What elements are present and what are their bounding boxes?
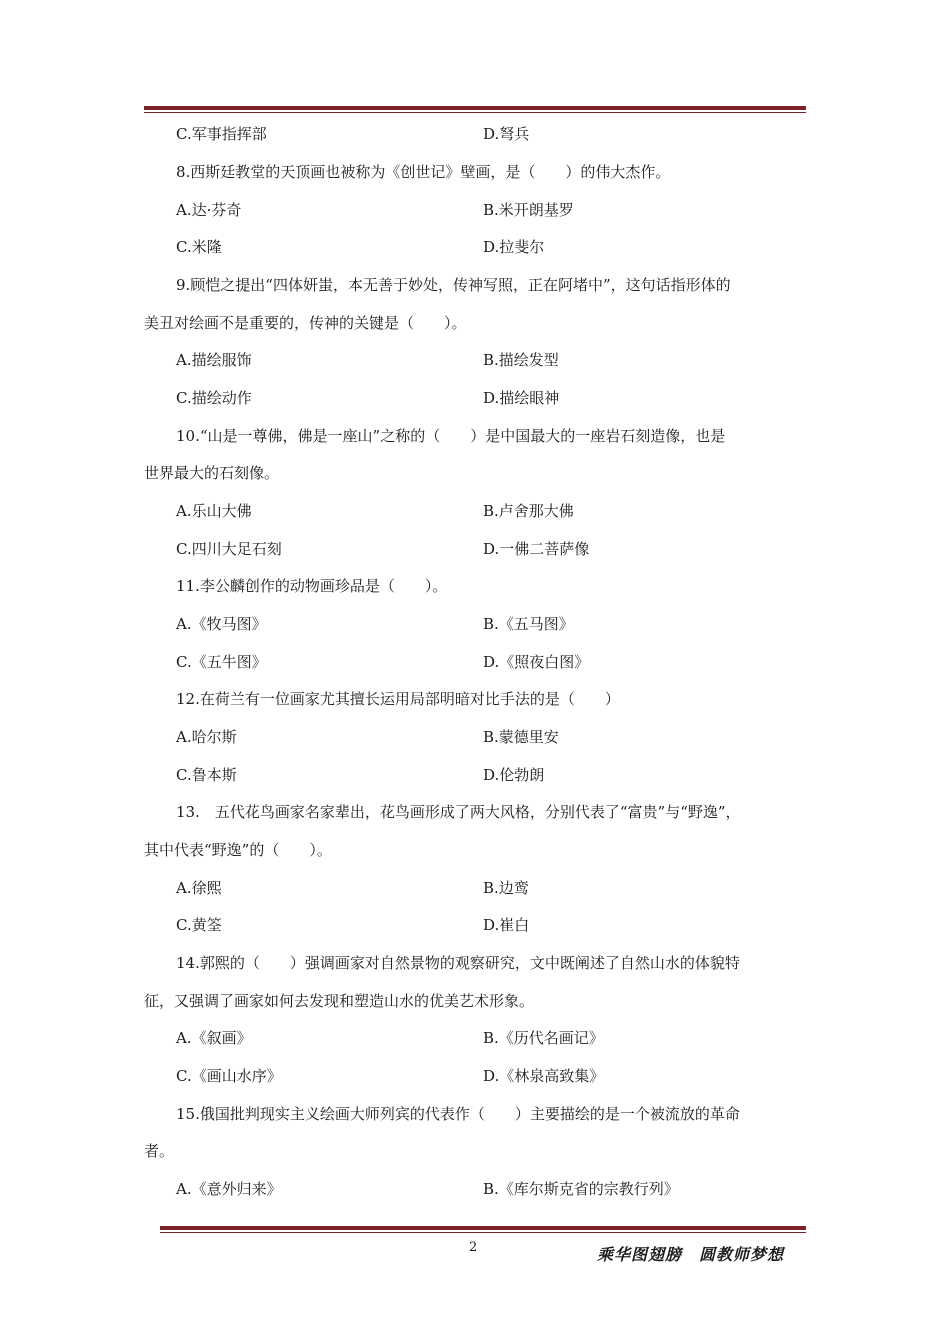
answer-option: B.《五马图》 <box>483 615 574 633</box>
answer-option: C.军事指挥部 <box>176 125 267 143</box>
question-text: 世界最大的石刻像。 <box>144 464 280 482</box>
answer-option: B.边鸾 <box>483 879 529 897</box>
answer-option: D.一佛二菩萨像 <box>483 540 590 558</box>
answer-option: C.四川大足石刻 <box>176 540 282 558</box>
answer-option: A.《叙画》 <box>176 1029 252 1047</box>
question-text: 12.在荷兰有一位画家尤其擅长运用局部明暗对比手法的是（ ） <box>176 690 620 708</box>
answer-option: B.《历代名画记》 <box>483 1029 604 1047</box>
answer-option: C.米隆 <box>176 238 222 256</box>
answer-option: B.米开朗基罗 <box>483 201 574 219</box>
footer-rule <box>160 1226 806 1233</box>
question-text: 10.“山是一尊佛，佛是一座山”之称的（ ）是中国最大的一座岩石刻造像，也是 <box>176 427 726 445</box>
question-text: 13. 五代花鸟画家名家辈出，花鸟画形成了两大风格，分别代表了“富贵”与“野逸”， <box>176 803 741 821</box>
question-text: 11.李公麟创作的动物画珍品是（ ）。 <box>176 577 448 595</box>
question-text: 美丑对绘画不是重要的，传神的关键是（ ）。 <box>144 314 467 332</box>
answer-option: B.蒙德里安 <box>483 728 559 746</box>
answer-option: C.鲁本斯 <box>176 766 237 784</box>
answer-option: A.《意外归来》 <box>176 1180 282 1198</box>
answer-option: A.乐山大佛 <box>176 502 252 520</box>
answer-option: B.描绘发型 <box>483 351 559 369</box>
question-text: 9.顾恺之提出“四体妍蚩，本无善于妙处，传神写照，正在阿堵中”，这句话指形体的 <box>176 276 731 294</box>
question-text: 15.俄国批判现实主义绘画大师列宾的代表作（ ）主要描绘的是一个被流放的革命 <box>176 1105 740 1123</box>
answer-option: C.《画山水序》 <box>176 1067 282 1085</box>
answer-option: C.描绘动作 <box>176 389 252 407</box>
answer-option: D.描绘眼神 <box>483 389 560 407</box>
answer-option: C.《五牛图》 <box>176 653 267 671</box>
footer-slogan: 乘华图翅膀 圆教师梦想 <box>597 1245 785 1264</box>
page-number: 2 <box>469 1240 478 1255</box>
answer-option: A.描绘服饰 <box>176 351 252 369</box>
question-text: 14.郭熙的（ ）强调画家对自然景物的观察研究，文中既阐述了自然山水的体貌特 <box>176 954 740 972</box>
answer-option: B.《库尔斯克省的宗教行列》 <box>483 1180 679 1198</box>
question-text: 者。 <box>144 1142 175 1160</box>
answer-option: D.弩兵 <box>483 125 530 143</box>
answer-option: A.哈尔斯 <box>176 728 237 746</box>
question-text: 征，又强调了画家如何去发现和塑造山水的优美艺术形象。 <box>144 992 535 1010</box>
answer-option: D.拉斐尔 <box>483 238 545 256</box>
answer-option: D.《林泉高致集》 <box>483 1067 605 1085</box>
question-text: 其中代表“野逸”的（ ）。 <box>144 841 332 859</box>
answer-option: B.卢舍那大佛 <box>483 502 574 520</box>
question-text: 8.西斯廷教堂的天顶画也被称为《创世记》壁画，是（ ）的伟大杰作。 <box>176 163 671 181</box>
answer-option: C.黄筌 <box>176 916 222 934</box>
answer-option: A.《牧马图》 <box>176 615 267 633</box>
answer-option: A.达·芬奇 <box>176 201 242 219</box>
answer-option: D.崔白 <box>483 916 530 934</box>
header-rule <box>144 106 806 113</box>
answer-option: D.《照夜白图》 <box>483 653 590 671</box>
answer-option: A.徐熙 <box>176 879 222 897</box>
answer-option: D.伦勃朗 <box>483 766 545 784</box>
